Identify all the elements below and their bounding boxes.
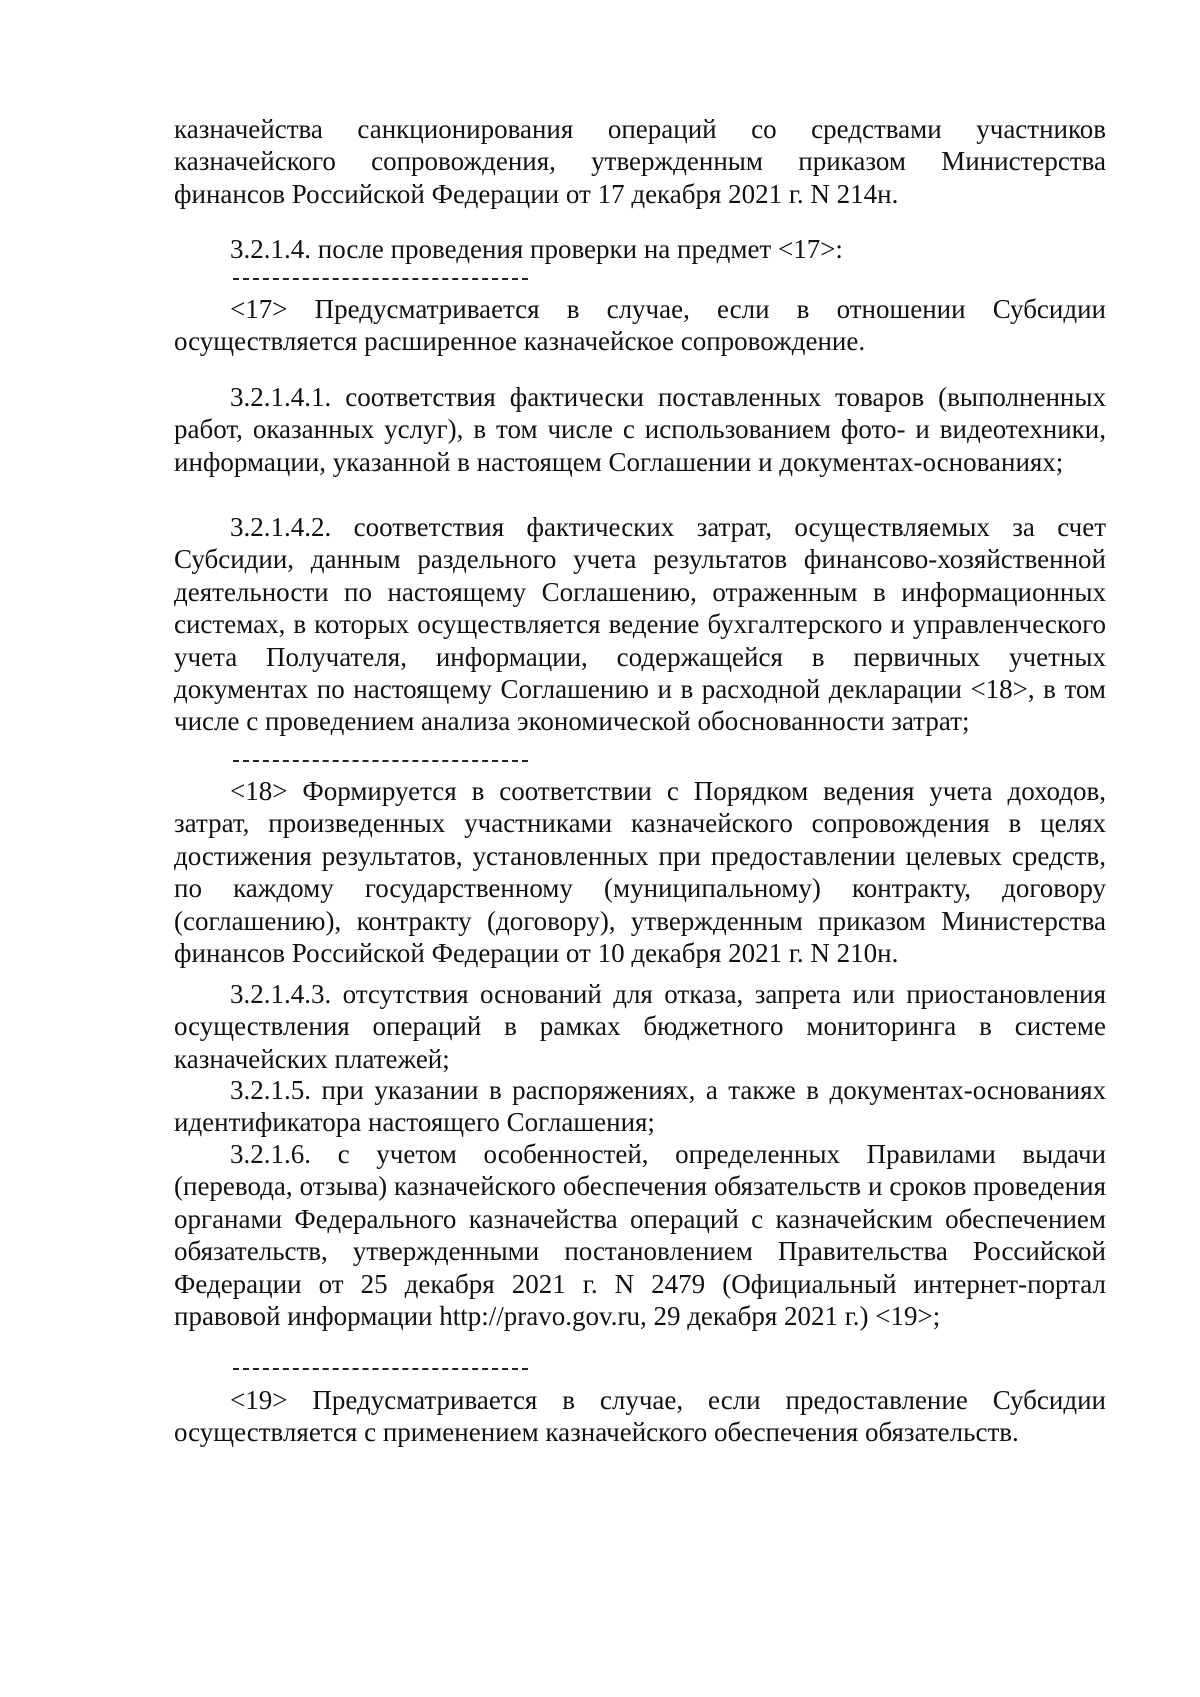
paragraph-3-2-1-4: 3.2.1.4. после проведения проверки на предмет <17>: <box>230 234 843 264</box>
paragraph-3-2-1-6: 3.2.1.6. с учетом особенностей, определенных Правилами выдачи (перевода, отзыва) казначейского обеспечения обязательств и сроков проведения органами Федерального казначейства операций с казначейским обеспечением обязательств, утвержденными постановлением Правительства Российской Федерации от 25 декабря 2021 г. N 2479 (Официальный интернет-портал правовой информации http://pravo.gov.ru, 29 декабря 2021 г.) <19>; <box>174 1139 1106 1332</box>
footnote-17: <17> Предусматривается в случае, если в отношении Субсидии осуществляется расширенное казначейское сопровождение. <box>174 294 1106 357</box>
paragraph-3-2-1-4-2: 3.2.1.4.2. соответствия фактических затрат, осуществляемых за счет Субсидии, данным раздельного учета результатов финансово-хозяйственной деятельности по настоящему Соглашению, отраженным в информационных системах, в которых осуществляется ведение бухгалтерского и управленческого учета Получателя, информации, содержащейся в первичных учетных документах по настоящему Соглашению и в расходной декларации <18>, в том числе с проведением анализа экономической обоснованности затрат; <box>174 512 1106 737</box>
footnote-divider-18 <box>233 760 528 762</box>
paragraph-3-2-1-4-1: 3.2.1.4.1. соответствия фактически поставленных товаров (выполненных работ, оказанных услуг), в том числе с использованием фото- и видеотехники, информации, указанной в настоящем Соглашении и документах-основаниях; <box>174 382 1106 477</box>
paragraph-3-2-1-5: 3.2.1.5. при указании в распоряжениях, а также в документах-основаниях идентификатора настоящего Соглашения; <box>174 1075 1106 1138</box>
footnote-19: <19> Предусматривается в случае, если предоставление Субсидии осуществляется с применением казначейского обеспечения обязательств. <box>174 1385 1106 1448</box>
paragraph-3-2-1-4-3: 3.2.1.4.3. отсутствия оснований для отказа, запрета или приостановления осуществления операций в рамках бюджетного мониторинга в системе казначейских платежей; <box>174 979 1106 1074</box>
footnote-divider-17 <box>233 278 528 280</box>
footnote-divider-19 <box>233 1368 528 1370</box>
footnote-18: <18> Формируется в соответствии с Порядком ведения учета доходов, затрат, произведенных участниками казначейского сопровождения в целях достижения результатов, установленных при предоставлении целевых средств, по каждому государственному (муниципальному) контракту, договору (соглашению), контракту (договору), утвержденным приказом Министерства финансов Российской Федерации от 10 декабря 2021 г. N 210н. <box>174 776 1106 969</box>
paragraph-intro-continuation: казначейства санкционирования операций со средствами участников казначейского сопровождения, утвержденным приказом Министерства финансов Российской Федерации от 17 декабря 2021 г. N 214н. <box>174 114 1106 209</box>
